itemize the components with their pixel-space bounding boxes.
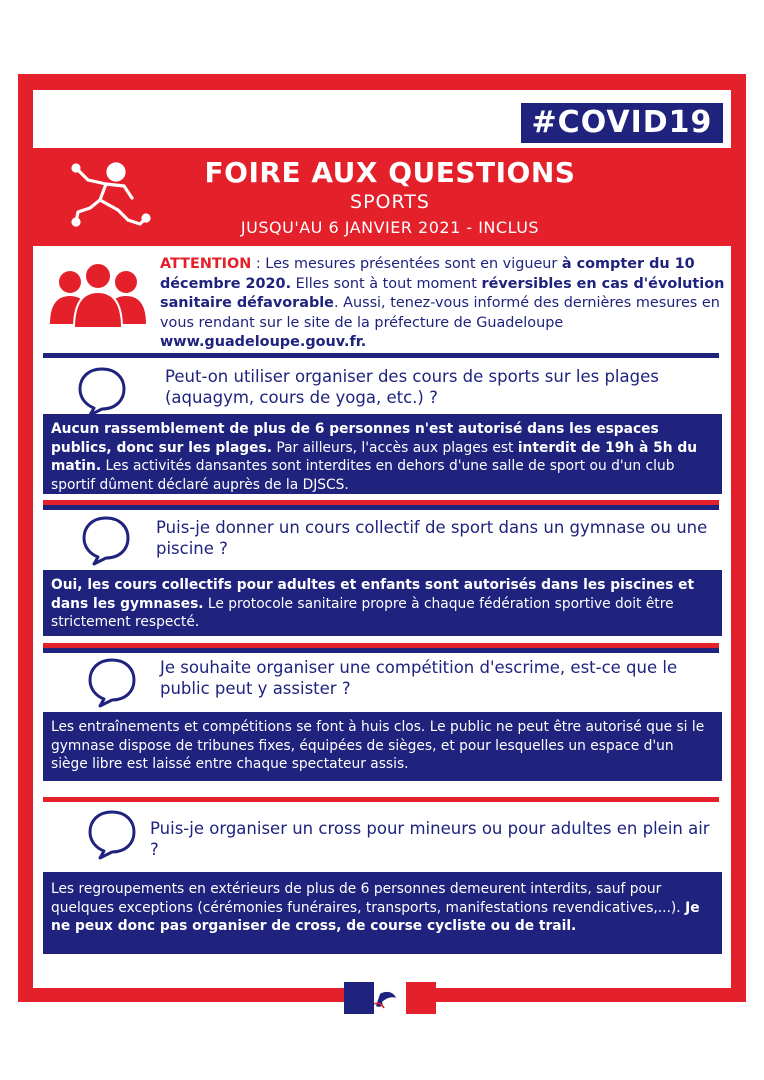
section-divider (43, 505, 719, 510)
answer-bold: Je ne peux donc pas organiser de cross, de course cycliste ou de trail. (51, 899, 700, 934)
section-divider (43, 353, 719, 358)
faq-question: Je souhaite organiser une compétition d'escrime, est-ce que le public peut y assister ? (160, 658, 678, 698)
page-title: FOIRE AUX QUESTIONS (204, 156, 576, 189)
speech-bubble-icon (76, 365, 128, 417)
attention-reversible: réversibles en cas d'évolution sanitaire défavorable (160, 275, 725, 312)
faq-answer (43, 712, 722, 781)
section-divider (43, 797, 719, 802)
attention-text: . Aussi, tenez-vous informé des dernières mesures en vous rendant sur le site de la préfecture de Guadeloupe (160, 295, 720, 331)
answer-bold: Aucun rassemblement de plus de 6 personnes n'est autorisé dans les espaces publics, donc sur les plages. (51, 421, 659, 456)
answer-text: Les activités dansantes sont interdites en dehors d'une salle de sport ou d'un club sportif dûment déclaré auprès de la DJSCS. (51, 458, 675, 493)
marianne-logo (344, 982, 436, 1014)
faq-answer (43, 414, 722, 494)
answer-text: Les entraînements et compétitions se font à huis clos. Le public ne peut être autorisé que si le gymnase dispose de tribunes fixes, équipées de sièges, et pour lesquelles un espace d'un siège libre est laissé entre chaque spectateur assis. (51, 719, 705, 772)
faq-question: Peut-on utiliser organiser des cours de sports sur les plages (aquagym, cours de yoga, etc.) ? (165, 367, 659, 407)
prefecture-link[interactable]: www.guadeloupe.gouv.fr. (160, 334, 367, 351)
speech-bubble-icon (86, 808, 138, 860)
attention-text: : Les mesures présentées sont en vigueur (251, 256, 562, 272)
attention-date: à compter du 10 décembre 2020. (160, 256, 695, 292)
answer-text: Le protocole sanitaire propre à chaque fédération sportive doit être strictement respecté. (51, 595, 674, 630)
answer-text: Les regroupements en extérieurs de plus de 6 personnes demeurent interdits, sauf pour quelques exceptions (cérémonies funéraires, transports, manifestations revendicatives,...). (51, 881, 686, 916)
answer-bold: interdit de 19h à 5h du matin. (51, 439, 698, 474)
faq-answer (43, 872, 722, 954)
speech-bubble-icon (86, 656, 138, 708)
faq-question: Puis-je organiser un cross pour mineurs ou pour adultes en plein air ? (150, 819, 710, 859)
speech-bubble-icon (80, 514, 132, 566)
covid-hashtag: #COVID19 (521, 103, 723, 143)
answer-text: Par ailleurs, l'accès aux plages est (271, 439, 518, 456)
attention-notice (160, 255, 725, 353)
page-subtitle: SPORTS (350, 191, 430, 213)
attention-text: Elles sont à tout moment (291, 275, 482, 292)
sport-figure-icon (66, 158, 152, 230)
faq-question: Puis-je donner un cours collectif de sport dans un gymnase ou une piscine ? (156, 518, 708, 558)
attention-label: ATTENTION (160, 256, 252, 272)
validity-date: JUSQU'AU 6 JANVIER 2021 - INCLUS (240, 218, 540, 237)
answer-bold: Oui, les cours collectifs pour adultes et enfants sont autorisés dans les piscines et dans les gymnases. (51, 577, 695, 612)
people-group-icon (46, 262, 150, 328)
faq-answer (43, 570, 722, 636)
section-divider (43, 648, 719, 653)
